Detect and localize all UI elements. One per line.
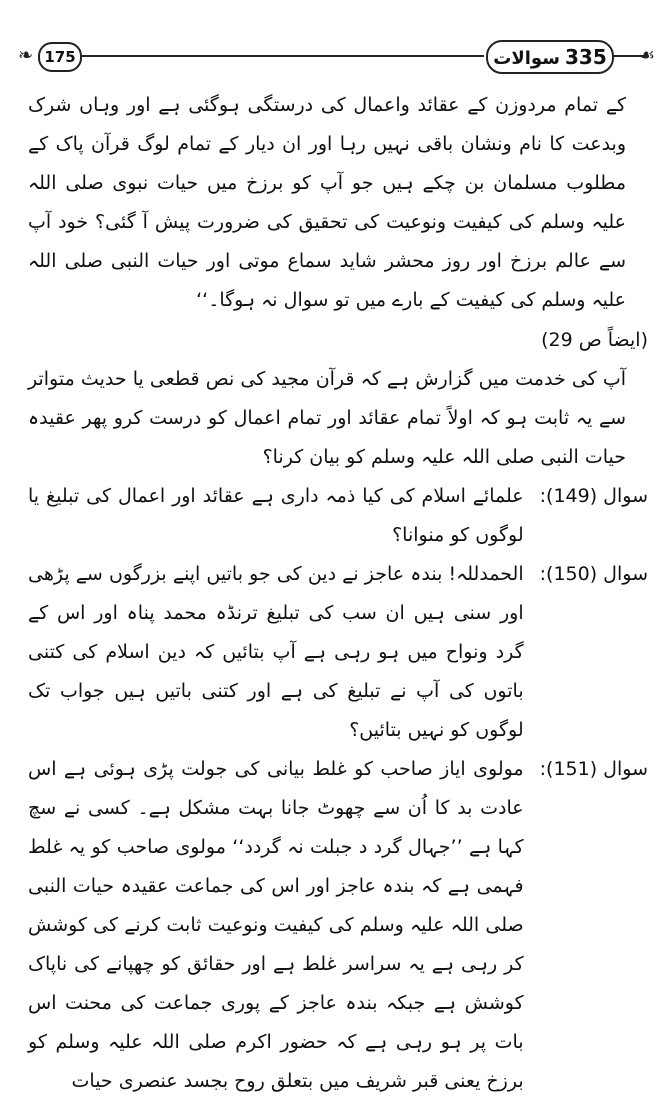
question-151 — [28, 750, 648, 1101]
question-149 — [28, 477, 648, 555]
page-number: 175 — [44, 48, 76, 66]
left-ornament-icon: ❧ — [18, 45, 34, 66]
intro-paragraph: آپ کی خدمت میں گزارش ہے کہ قرآن مجید کی نص قطعی یا حدیث متواتر سے یہ ثابت ہو کہ اولاً تمام عقائد اور تمام اعمال کو درست کرو پھر عقیدہ حیات النبی صلی اللہ علیہ وسلم کو بیان کرنا؟ — [28, 368, 626, 468]
right-ornament-icon: ☙ — [638, 45, 655, 66]
question-text: علمائے اسلام کی کیا ذمہ داری ہے عقائد اور اعمال کی تبلیغ یا لوگوں کو منوانا؟ — [28, 485, 524, 546]
book-title-box — [486, 40, 614, 74]
question-label: سوال (150): — [539, 563, 648, 585]
book-title-word: سوالات — [493, 48, 560, 69]
question-150 — [28, 555, 648, 750]
page-body — [28, 86, 648, 1101]
question-label: سوال (151): — [539, 758, 648, 780]
question-text: الحمدللہ! بندہ عاجز نے دین کی جو باتیں اپنے بزرگوں سے پڑھی اور سنی ہیں ان سب کی تبلیغ ترنڈہ محمد پناہ اور اس کے گرد ونواح میں ہو رہی ہے آپ بتائیں کہ دین اسلام کی کتنی باتوں کی آپ نے تبلیغ کی ہے اور کتنی باتیں ہیں جواب تک لوگوں کو نہیں بتائیں؟ — [28, 563, 524, 741]
reference-citation: (ایضاً ص 29) — [541, 329, 648, 351]
book-title-number: 335 — [565, 45, 607, 69]
page-header — [16, 38, 655, 74]
page-number-box — [38, 42, 82, 72]
question-text: مولوی ایاز صاحب کو غلط بیانی کی جولت پڑی ہوئی ہے اس عادت بد کا اُن سے چھوٹ جانا بہت مشکل ہے۔ کسی نے سچ کہا ہے ’’جہال گرد د جبلت نہ گردد‘‘ مولوی صاحب کو یہ غلط فہمی ہے کہ بندہ عاجز اور اس کی جماعت عقیدہ حیات النبی صلی اللہ علیہ وسلم کی کیفیت ونوعیت ثابت کرنے کی کوشش کر رہی ہے یہ سراسر غلط ہے اور حقائق کو چھپانے کی ناپاک کوشش ہے جبکہ بندہ عاجز کے پوری جماعت کی محنت اس بات پر ہو رہی ہے کہ حضور اکرم صلی اللہ علیہ وسلم کو برزخ یعنی قبر شریف میں بتعلق روح بجسد عنصری حیات — [28, 758, 524, 1092]
header-rule-left — [80, 55, 484, 57]
question-label: سوال (149): — [539, 485, 648, 507]
quoted-passage: کے تمام مردوزن کے عقائد واعمال کی درستگی ہوگئی ہے اور وہاں شرک وبدعت کا نام ونشان باقی نہیں رہا اور ان دیار کے تمام لوگ قرآن پاک کے مطلوب مسلمان بن چکے ہیں جو آپ کو برزخ میں حیات نبوی صلی اللہ علیہ وسلم کی کیفیت ونوعیت کی تحقیق کی ضرورت پیش آ گئی؟ خود آپ سے عالم برزخ اور روز محشر شاید سماع موتی اور حیات النبی صلی اللہ علیہ وسلم کی کیفیت کے بارے میں تو سوال نہ ہوگا۔‘‘ — [28, 94, 626, 311]
